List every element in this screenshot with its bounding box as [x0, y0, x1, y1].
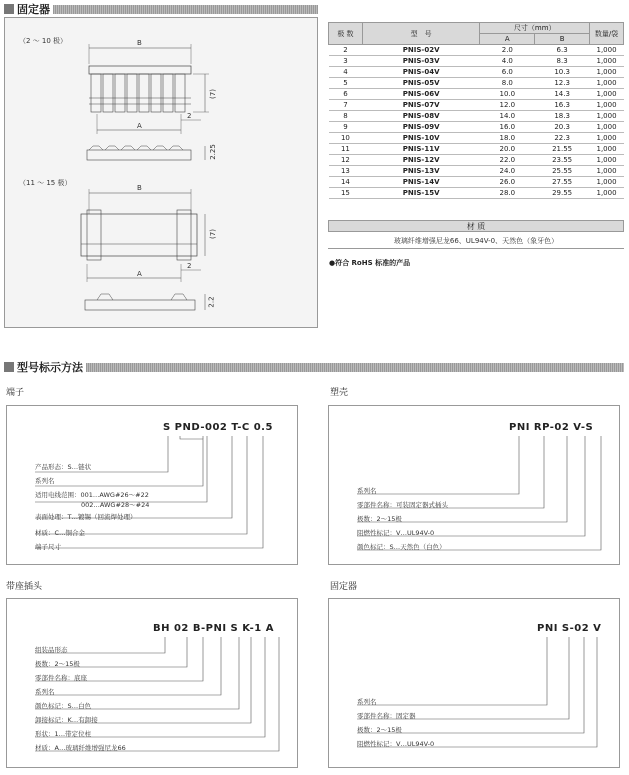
table-row	[329, 122, 624, 133]
table-row	[329, 100, 624, 111]
cell-model: PNIS-14V	[362, 177, 480, 188]
cell-a: 8.0	[480, 78, 535, 89]
cell-b: 29.55	[535, 188, 590, 199]
cell-qty: 1,000	[590, 45, 624, 56]
dim-7-lower: (7)	[208, 229, 217, 239]
table-row	[329, 144, 624, 155]
fixer2-item: 零部件名称：固定器	[357, 712, 416, 720]
col-a: A	[480, 34, 535, 45]
section-title: 固定器	[17, 3, 50, 16]
cell-qty: 1,000	[590, 155, 624, 166]
cell-qty: 1,000	[590, 166, 624, 177]
header-box	[6, 598, 298, 768]
material-head: 材 质	[328, 220, 624, 232]
table-row	[329, 166, 624, 177]
table-row	[329, 67, 624, 78]
terminal-item: 002…AWG#28～#24	[81, 501, 150, 509]
cell-model: PNIS-07V	[362, 100, 480, 111]
cell-a: 26.0	[480, 177, 535, 188]
col-b: B	[535, 34, 590, 45]
cell-b: 14.3	[535, 89, 590, 100]
terminal-item: 系列名	[35, 477, 55, 485]
cell-a: 28.0	[480, 188, 535, 199]
table-row	[329, 133, 624, 144]
housing-item: 零部件名称：可装固定器式插头	[357, 501, 448, 509]
table-row	[329, 155, 624, 166]
section-square-icon	[4, 4, 14, 14]
cell-b: 8.3	[535, 56, 590, 67]
cell-qty: 1,000	[590, 188, 624, 199]
header-item: 形状：1…带定位柱	[35, 730, 92, 738]
header-item: 系列名	[35, 688, 55, 696]
table-row	[329, 111, 624, 122]
cell-a: 10.0	[480, 89, 535, 100]
dim-b-lower: B	[137, 184, 142, 192]
cell-poles: 13	[329, 166, 363, 177]
terminal-item: 材质：C…铜合金	[35, 529, 86, 537]
table-row	[329, 89, 624, 100]
section-title: 型号标示方法	[17, 361, 83, 374]
header-item: 卸接标记：K…有卸接	[35, 716, 98, 724]
cell-b: 21.55	[535, 144, 590, 155]
cell-a: 2.0	[480, 45, 535, 56]
cell-poles: 7	[329, 100, 363, 111]
cell-model: PNIS-15V	[362, 188, 480, 199]
cell-a: 12.0	[480, 100, 535, 111]
cell-b: 25.55	[535, 166, 590, 177]
terminal-item: 表面处理：T…镀锡（回流焊处理）	[35, 513, 137, 521]
cell-poles: 4	[329, 67, 363, 78]
cell-poles: 5	[329, 78, 363, 89]
table-row	[329, 177, 624, 188]
cell-model: PNIS-05V	[362, 78, 480, 89]
housing-code: PNI RP-02 V-S	[509, 422, 594, 433]
header-title: 带座插头	[6, 582, 43, 592]
spec-table	[328, 22, 624, 199]
section-bar	[53, 5, 318, 14]
header-item: 颜色标记：S…白色	[35, 702, 92, 710]
cell-model: PNIS-09V	[362, 122, 480, 133]
table-row	[329, 78, 624, 89]
dim-7-upper: (7)	[208, 89, 217, 99]
col-poles: 极 数	[329, 23, 363, 45]
dim-2-lower: 2	[187, 262, 192, 270]
terminal-box	[6, 405, 298, 565]
range-large-label: （11 ～ 15 极）	[19, 179, 72, 187]
fixer2-title: 固定器	[330, 582, 358, 592]
housing-item: 颜色标记：S…天然色（白色）	[357, 543, 446, 551]
cell-model: PNIS-03V	[362, 56, 480, 67]
cell-model: PNIS-11V	[362, 144, 480, 155]
cell-poles: 15	[329, 188, 363, 199]
cell-qty: 1,000	[590, 89, 624, 100]
cell-qty: 1,000	[590, 111, 624, 122]
header-code: BH 02 B-PNI S K-1 A	[153, 623, 274, 634]
dim-b-upper: B	[137, 39, 142, 47]
col-size: 尺寸（mm）	[480, 23, 590, 34]
housing-title: 塑壳	[330, 388, 349, 398]
cell-qty: 1,000	[590, 122, 624, 133]
cell-b: 23.55	[535, 155, 590, 166]
cell-a: 4.0	[480, 56, 535, 67]
cell-b: 16.3	[535, 100, 590, 111]
header-item: 极数：2～15极	[35, 660, 80, 668]
section-header-model-method	[4, 361, 624, 373]
section-square-icon	[4, 362, 14, 372]
header-item: 零部件名称：底座	[35, 674, 87, 682]
cell-a: 22.0	[480, 155, 535, 166]
section-header-fixer	[4, 3, 318, 15]
terminal-item: 端子尺寸	[35, 543, 61, 551]
cell-qty: 1,000	[590, 56, 624, 67]
dim-a-lower: A	[137, 270, 142, 278]
cell-poles: 6	[329, 89, 363, 100]
cell-qty: 1,000	[590, 133, 624, 144]
cell-poles: 14	[329, 177, 363, 188]
cell-model: PNIS-12V	[362, 155, 480, 166]
cell-model: PNIS-04V	[362, 67, 480, 78]
cell-poles: 10	[329, 133, 363, 144]
housing-item: 系列名	[357, 487, 377, 495]
cell-a: 20.0	[480, 144, 535, 155]
dim-225: 2.25	[208, 144, 217, 160]
cell-qty: 1,000	[590, 177, 624, 188]
header-item: 组装品形态	[35, 646, 68, 654]
table-row	[329, 188, 624, 199]
terminal-item: 适用电线范围：001…AWG#26～#22	[35, 491, 149, 499]
terminal-item: 产品形态：S…链状	[35, 463, 92, 471]
col-qty: 数量/袋	[590, 23, 624, 45]
cell-model: PNIS-06V	[362, 89, 480, 100]
housing-item: 极数：2～15极	[357, 515, 402, 523]
housing-item: 阻燃性标记：V…UL94V-0	[357, 529, 435, 537]
cell-b: 20.3	[535, 122, 590, 133]
terminal-title: 端子	[6, 388, 25, 398]
fixer2-box	[328, 598, 620, 768]
cell-b: 6.3	[535, 45, 590, 56]
cell-poles: 12	[329, 155, 363, 166]
dim-22: 2.2	[207, 296, 216, 308]
cell-model: PNIS-10V	[362, 133, 480, 144]
cell-a: 6.0	[480, 67, 535, 78]
cell-b: 18.3	[535, 111, 590, 122]
cell-b: 12.3	[535, 78, 590, 89]
cell-poles: 11	[329, 144, 363, 155]
header-item: 材质：A…玻璃纤维增强尼龙66	[35, 744, 126, 752]
cell-poles: 3	[329, 56, 363, 67]
cell-poles: 2	[329, 45, 363, 56]
housing-box	[328, 405, 620, 565]
spec-table-body	[329, 45, 624, 199]
cell-b: 22.3	[535, 133, 590, 144]
cell-a: 16.0	[480, 122, 535, 133]
table-row	[329, 45, 624, 56]
cell-poles: 8	[329, 111, 363, 122]
cell-b: 10.3	[535, 67, 590, 78]
fixer2-item: 系列名	[357, 698, 377, 706]
cell-qty: 1,000	[590, 78, 624, 89]
fixer2-item: 阻燃性标记：V…UL94V-0	[357, 740, 435, 748]
cell-b: 27.55	[535, 177, 590, 188]
drawing-box	[4, 17, 318, 328]
cell-model: PNIS-02V	[362, 45, 480, 56]
fixer2-code: PNI S-02 V	[537, 623, 602, 634]
section-bar	[86, 363, 624, 372]
cell-model: PNIS-13V	[362, 166, 480, 177]
cell-qty: 1,000	[590, 67, 624, 78]
fixer-drawing	[5, 18, 319, 329]
range-small-label: （2 ～ 10 极）	[19, 37, 68, 45]
dim-a-upper: A	[137, 122, 142, 130]
dim-2-upper: 2	[187, 112, 192, 120]
terminal-code: S PND-002 T-C 0.5	[163, 422, 273, 433]
cell-qty: 1,000	[590, 144, 624, 155]
cell-model: PNIS-08V	[362, 111, 480, 122]
cell-a: 14.0	[480, 111, 535, 122]
cell-a: 18.0	[480, 133, 535, 144]
cell-poles: 9	[329, 122, 363, 133]
cell-qty: 1,000	[590, 100, 624, 111]
col-model: 型 号	[362, 23, 480, 45]
table-row	[329, 56, 624, 67]
fixer2-item: 极数：2～15极	[357, 726, 402, 734]
cell-a: 24.0	[480, 166, 535, 177]
rohs-note: ●符合 RoHS 标准的产品	[329, 259, 411, 267]
material-value: 玻璃纤维增强尼龙66、UL94V-0、天然色（象牙色）	[328, 235, 624, 249]
